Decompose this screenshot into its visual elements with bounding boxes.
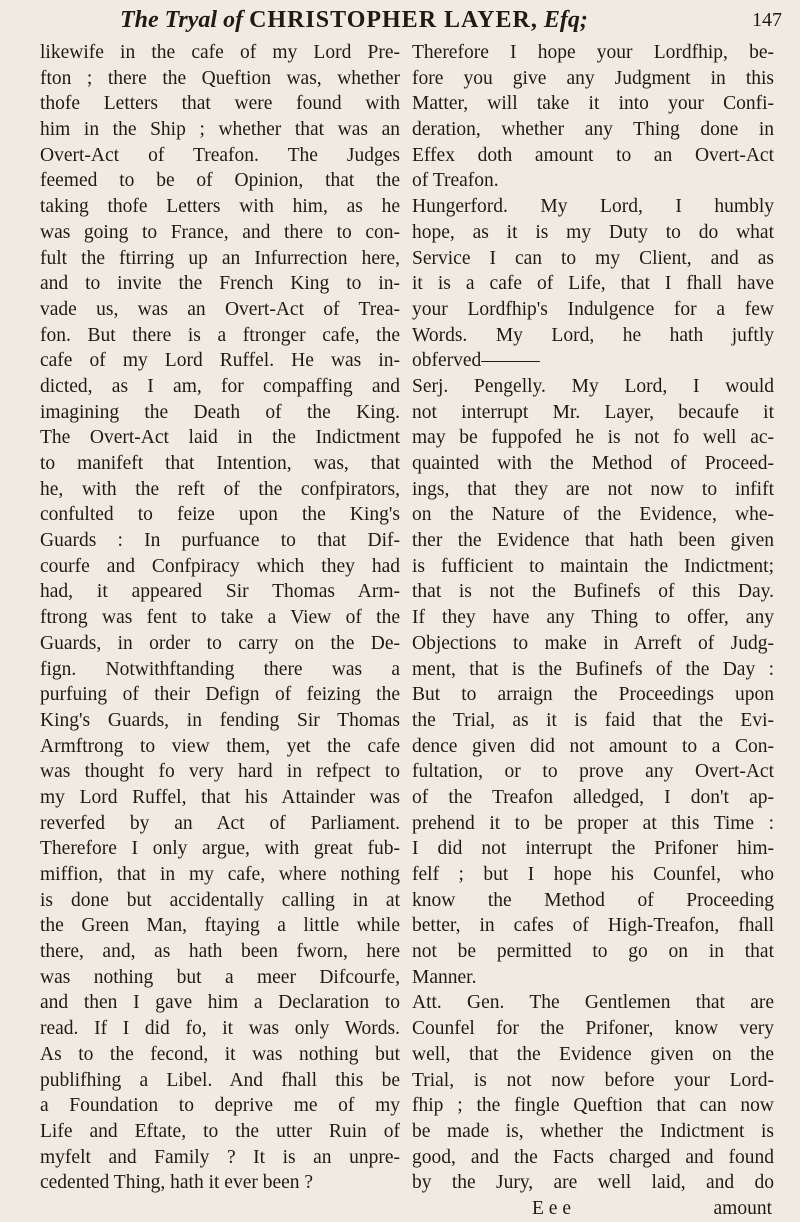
text-line: fign. Notwithftanding there was a <box>40 658 400 680</box>
header-title-caps: CHRISTOPHER LAYER, <box>249 7 538 33</box>
text-line: confulted to feize upon the King's <box>40 504 400 526</box>
right-column <box>412 40 774 1222</box>
text-line: taking thofe Letters with him, as he <box>40 196 400 218</box>
text-line: Objections to make in Arreft of Judg- <box>412 632 774 654</box>
text-line: Armftrong to view them, yet the cafe <box>40 735 400 757</box>
text-line: King's Guards, in fending Sir Thomas <box>40 709 400 731</box>
text-line: Trial, is not now before your Lord- <box>412 1069 774 1091</box>
text-line: better, in cafes of High-Treafon, fhall <box>412 915 774 937</box>
text-line: to manifeft that Intention, was, that <box>40 453 400 474</box>
text-line: reverfed by an Act of Parliament. <box>40 812 400 834</box>
text-line: purfuing of their Defign of feizing the <box>40 684 400 706</box>
footer-line <box>412 1196 774 1222</box>
text-line: read. If I did fo, it was only Words. <box>40 1018 400 1040</box>
text-line: publifhing a Libel. And fhall this be <box>40 1069 400 1091</box>
text-line: be made is, whether the Indictment is <box>412 1120 774 1142</box>
text-line: had, it appeared Sir Thomas Arm- <box>40 581 400 603</box>
text-line: vade us, was an Overt-Act of Trea- <box>40 298 400 320</box>
text-line: dence given did not amount to a Con- <box>412 735 774 757</box>
catchword: amount <box>713 1197 772 1219</box>
text-line: was thought fo very hard in refpect to <box>40 761 400 783</box>
text-line: thofe Letters that were found with <box>40 93 400 115</box>
text-line: and to invite the French King to in- <box>40 273 400 295</box>
text-line: ther the Evidence that hath been given <box>412 530 774 552</box>
running-header <box>120 0 790 40</box>
text-line: Therefore I hope your Lordfhip, be- <box>412 42 774 63</box>
text-line: felf ; but I hope his Counfel, who <box>412 864 774 885</box>
text-line: myfelt and Family ? It is an unpre- <box>40 1146 400 1168</box>
text-line: know the Method of Proceeding <box>412 889 774 911</box>
text-line: hope, as it is my Duty to do what <box>412 221 774 243</box>
text-line: The Overt-Act laid in the Indictment <box>40 427 400 449</box>
text-line: is done but accidentally calling in at <box>40 889 400 911</box>
text-line: fon. But there is a ftronger cafe, the <box>40 324 400 346</box>
text-line: the Green Man, ftaying a little while <box>40 915 400 937</box>
text-line: But to arraign the Proceedings upon <box>412 684 774 706</box>
text-line: courfe and Confpiracy which they had <box>40 555 400 577</box>
text-line: my Lord Ruffel, that his Attainder was <box>40 786 400 808</box>
text-line: not be permitted to go on in that <box>412 941 774 963</box>
text-line: a Foundation to deprive me of my <box>40 1095 400 1117</box>
text-line: fore you give any Judgment in this <box>412 67 774 89</box>
text-line: ment, that is the Bufinefs of the Day : <box>412 658 774 680</box>
text-line: Matter, will take it into your Confi- <box>412 93 774 115</box>
text-line: and then I gave him a Declaration to <box>40 992 400 1014</box>
text-line: that is not the Bufinefs of this Day. <box>412 581 774 603</box>
text-line: If they have any Thing to offer, any <box>412 607 774 629</box>
page-number: 147 <box>752 9 782 31</box>
text-line: fult the ftirring up an Infurrection here, <box>40 247 400 269</box>
text-line: Service I can to my Client, and as <box>412 247 774 269</box>
text-line: fton ; there the Queftion was, whether <box>40 67 400 89</box>
text-line: dicted, as I am, for compaffing and <box>40 375 400 397</box>
text-line: Guards, in order to carry on the De- <box>40 632 400 654</box>
text-line: may be fuppofed he is not fo well ac- <box>412 427 774 449</box>
text-line: ings, that they are not now to infift <box>412 478 774 500</box>
text-line: is fufficient to maintain the Indictment; <box>412 555 774 577</box>
text-line: Words. My Lord, he hath juftly <box>412 324 774 346</box>
text-line: fhip ; the fingle Queftion that can now <box>412 1095 774 1117</box>
text-line: Serj. Pengelly. My Lord, I would <box>412 375 774 397</box>
text-line: Manner. <box>412 966 477 988</box>
text-line: prehend it to be proper at this Time : <box>412 812 774 834</box>
text-line: was going to France, and there to con- <box>40 221 400 243</box>
text-line: fultation, or to prove any Overt-Act <box>412 761 774 783</box>
text-line: likewife in the cafe of my Lord Pre- <box>40 42 400 63</box>
text-line: your Lordfhip's Indulgence for a few <box>412 298 774 320</box>
text-line: imagining the Death of the King. <box>40 401 400 423</box>
text-line: Counfel for the Prifoner, know very <box>412 1018 774 1040</box>
text-line: ftrong was fent to take a View of the <box>40 607 400 629</box>
text-line: good, and the Facts charged and found <box>412 1146 774 1168</box>
text-line: quainted with the Method of Proceed- <box>412 453 774 474</box>
text-line: cedented Thing, hath it ever been ? <box>40 1172 314 1194</box>
text-line: As to the fecond, it was nothing but <box>40 1043 400 1065</box>
text-line: Guards : In purfuance to that Dif- <box>40 530 400 552</box>
text-line: was nothing but a meer Difcourfe, <box>40 966 400 988</box>
text-line: he, with the reft of the confpirators, <box>40 478 400 500</box>
text-line: Life and Eftate, to the utter Ruin of <box>40 1120 400 1142</box>
text-line: it is a cafe of Life, that I fhall have <box>412 273 774 295</box>
text-line: not interrupt Mr. Layer, becaufe it <box>412 401 774 423</box>
text-line: feemed to be of Opinion, that the <box>40 170 400 192</box>
text-line: deration, whether any Thing done in <box>412 119 774 141</box>
text-line: on the Nature of the Evidence, whe- <box>412 504 774 526</box>
text-line: miffion, that in my cafe, where nothing <box>40 864 400 885</box>
text-line: obferved——— <box>412 350 540 372</box>
text-line: of Treafon. <box>412 170 499 192</box>
text-line: of the Treafon alledged, I don't ap- <box>412 786 774 808</box>
text-line: Att. Gen. The Gentlemen that are <box>412 992 774 1014</box>
signature-mark: E e e <box>532 1197 571 1219</box>
text-line: Overt-Act of Treafon. The Judges <box>40 144 400 166</box>
text-line: him in the Ship ; whether that was an <box>40 119 400 141</box>
text-line: well, that the Evidence given on the <box>412 1043 774 1065</box>
text-line: there, and, as hath been fworn, here <box>40 941 400 963</box>
text-line: Effex doth amount to an Overt-Act <box>412 144 774 166</box>
text-line: cafe of my Lord Ruffel. He was in- <box>40 350 400 372</box>
text-line: Therefore I only argue, with great fub- <box>40 838 400 860</box>
header-title-suffix: Efq; <box>543 7 588 33</box>
text-line: the Trial, as it is faid that the Evi- <box>412 709 774 731</box>
header-title-italic: The Tryal of <box>120 7 244 33</box>
text-line: I did not interrupt the Prifoner him- <box>412 838 774 860</box>
left-column <box>40 40 400 1196</box>
text-line: Hungerford. My Lord, I humbly <box>412 196 774 218</box>
text-line: by the Jury, are well laid, and do <box>412 1172 774 1194</box>
